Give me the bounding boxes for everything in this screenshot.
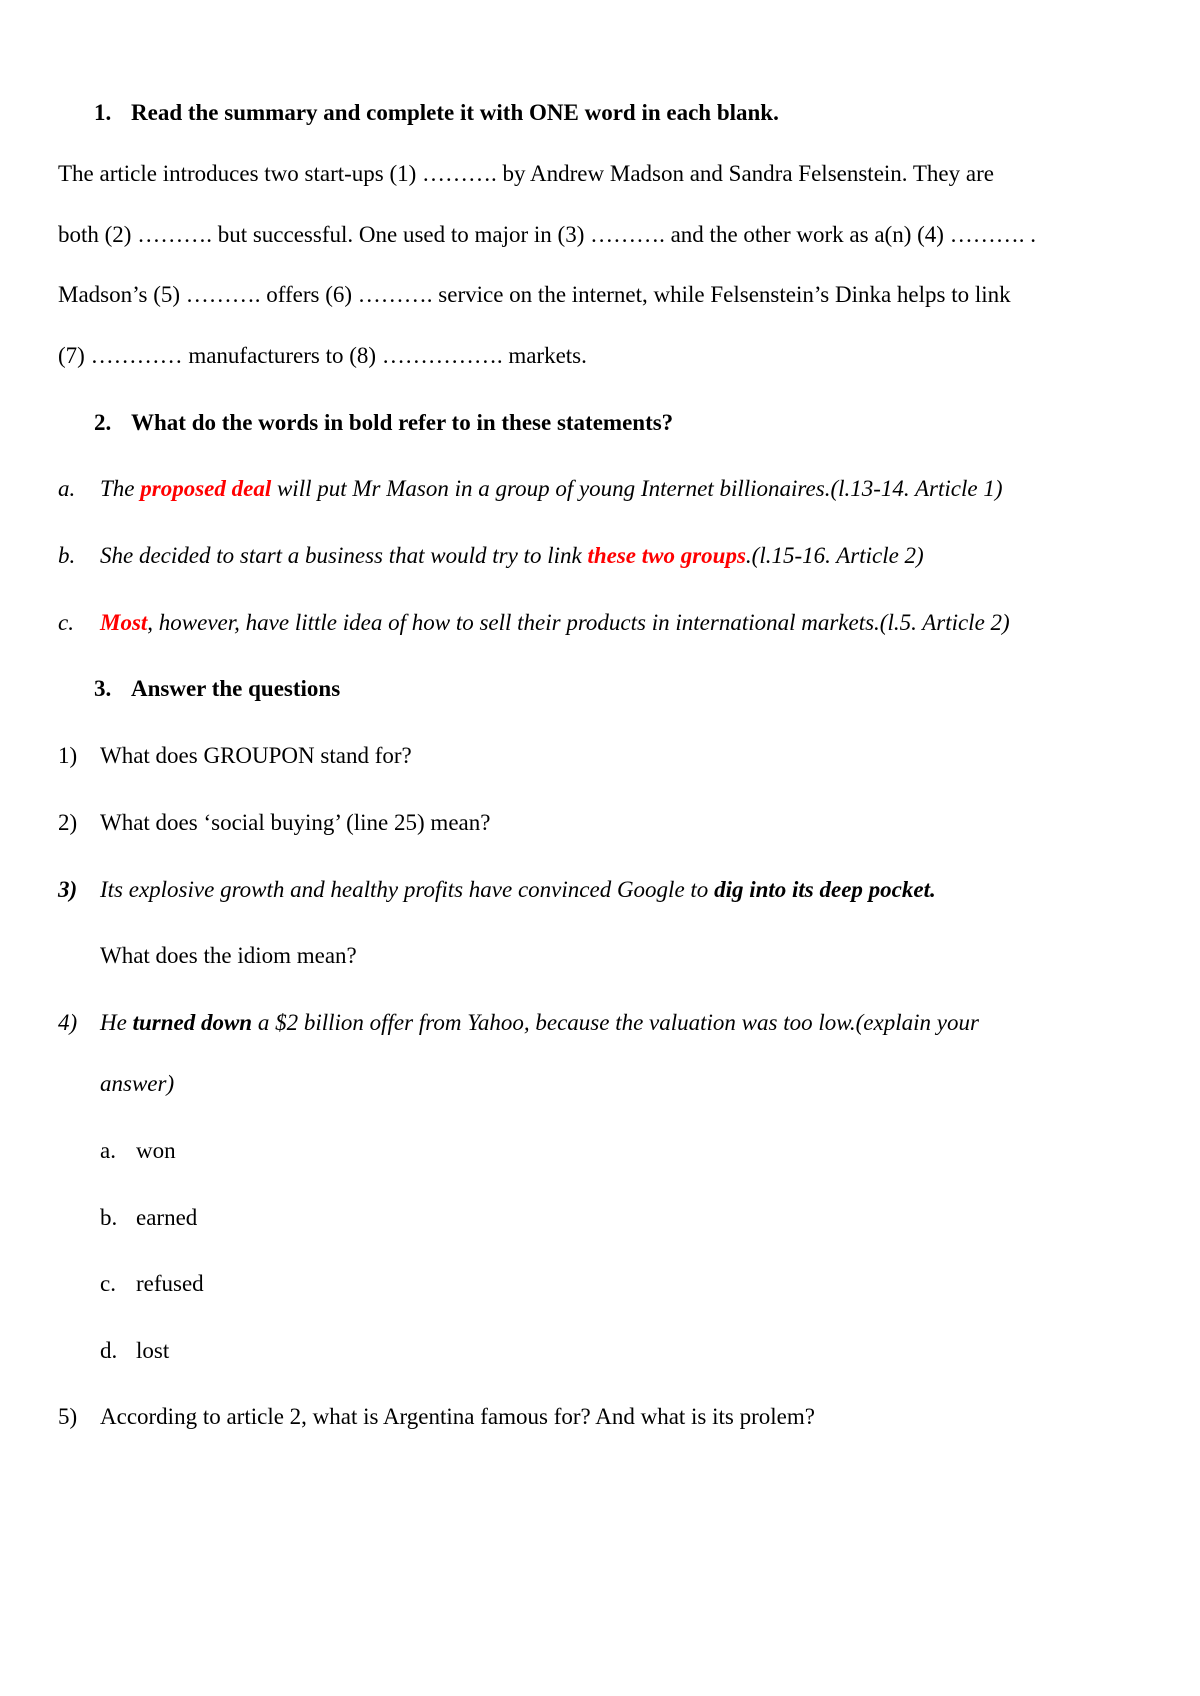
statement-b-pre: She decided to start a business that would try to link [100, 543, 588, 568]
question-4-pre: He [100, 1010, 133, 1035]
statement-c-bold: Most [100, 610, 148, 635]
question-3-label: 3) [58, 877, 78, 902]
summary-line-4: (7) ………… manufacturers to (8) ……………. markets. [58, 343, 587, 368]
statement-b-bold: these two groups [587, 543, 746, 568]
section3-number: 3. [94, 676, 112, 701]
option-c-label: c. [100, 1271, 116, 1296]
question-3 [100, 877, 936, 903]
statement-c-post: , however, have little idea of how to sell their products in international markets.(l.5. Article 2) [147, 610, 1010, 635]
statement-a-bold: proposed deal [140, 476, 272, 501]
summary-line-3: Madson’s (5) ………. offers (6) ………. service on the internet, while Felsenstein’s Dinka helps to link [58, 282, 1011, 307]
question-4-label: 4) [58, 1010, 78, 1035]
question-2-label: 2) [58, 810, 78, 835]
statement-b-label: b. [58, 543, 76, 568]
question-4 [100, 1010, 979, 1036]
statement-a [100, 476, 1002, 502]
statement-a-pre: The [100, 476, 141, 501]
statement-b-post: .(l.15-16. Article 2) [745, 543, 924, 568]
question-4-bold: turned down [132, 1010, 253, 1035]
question-3-follow: What does the idiom mean? [100, 943, 357, 968]
question-1-label: 1) [58, 743, 78, 768]
question-1: What does GROUPON stand for? [100, 743, 412, 768]
section3-heading: Answer the questions [131, 676, 341, 701]
question-3-bold: dig into its deep pocket. [714, 877, 936, 902]
question-5: According to article 2, what is Argentina famous for? And what is its prolem? [100, 1404, 815, 1429]
question-4-cont: answer) [100, 1071, 175, 1096]
statement-b [100, 543, 924, 569]
summary-line-1: The article introduces two start-ups (1) ………. by Andrew Madson and Sandra Felsenstein. They are [58, 161, 994, 186]
option-b-label: b. [100, 1205, 118, 1230]
statement-a-label: a. [58, 476, 76, 501]
option-b: earned [136, 1205, 198, 1230]
section2-heading: What do the words in bold refer to in these statements? [131, 410, 674, 435]
statement-c-label: c. [58, 610, 74, 635]
question-4-post: a $2 billion offer from Yahoo, because the valuation was too low.(explain your [252, 1010, 979, 1035]
section1-heading: Read the summary and complete it with ONE word in each blank. [131, 100, 779, 125]
option-d: lost [136, 1338, 170, 1363]
question-5-label: 5) [58, 1404, 78, 1429]
question-3-pre: Its explosive growth and healthy profits have convinced Google to [100, 877, 715, 902]
statement-a-post: will put Mr Mason in a group of young Internet billionaires.(l.13-14. Article 1) [271, 476, 1003, 501]
section2-number: 2. [94, 410, 112, 435]
option-d-label: d. [100, 1338, 118, 1363]
option-a: won [136, 1138, 176, 1163]
summary-line-2: both (2) ………. but successful. One used to major in (3) ………. and the other work as a(n) (4) ………. . [58, 222, 1036, 247]
option-a-label: a. [100, 1138, 116, 1163]
question-2: What does ‘social buying’ (line 25) mean? [100, 810, 491, 835]
section1-number: 1. [94, 100, 112, 125]
statement-c [100, 610, 1010, 636]
option-c: refused [136, 1271, 204, 1296]
